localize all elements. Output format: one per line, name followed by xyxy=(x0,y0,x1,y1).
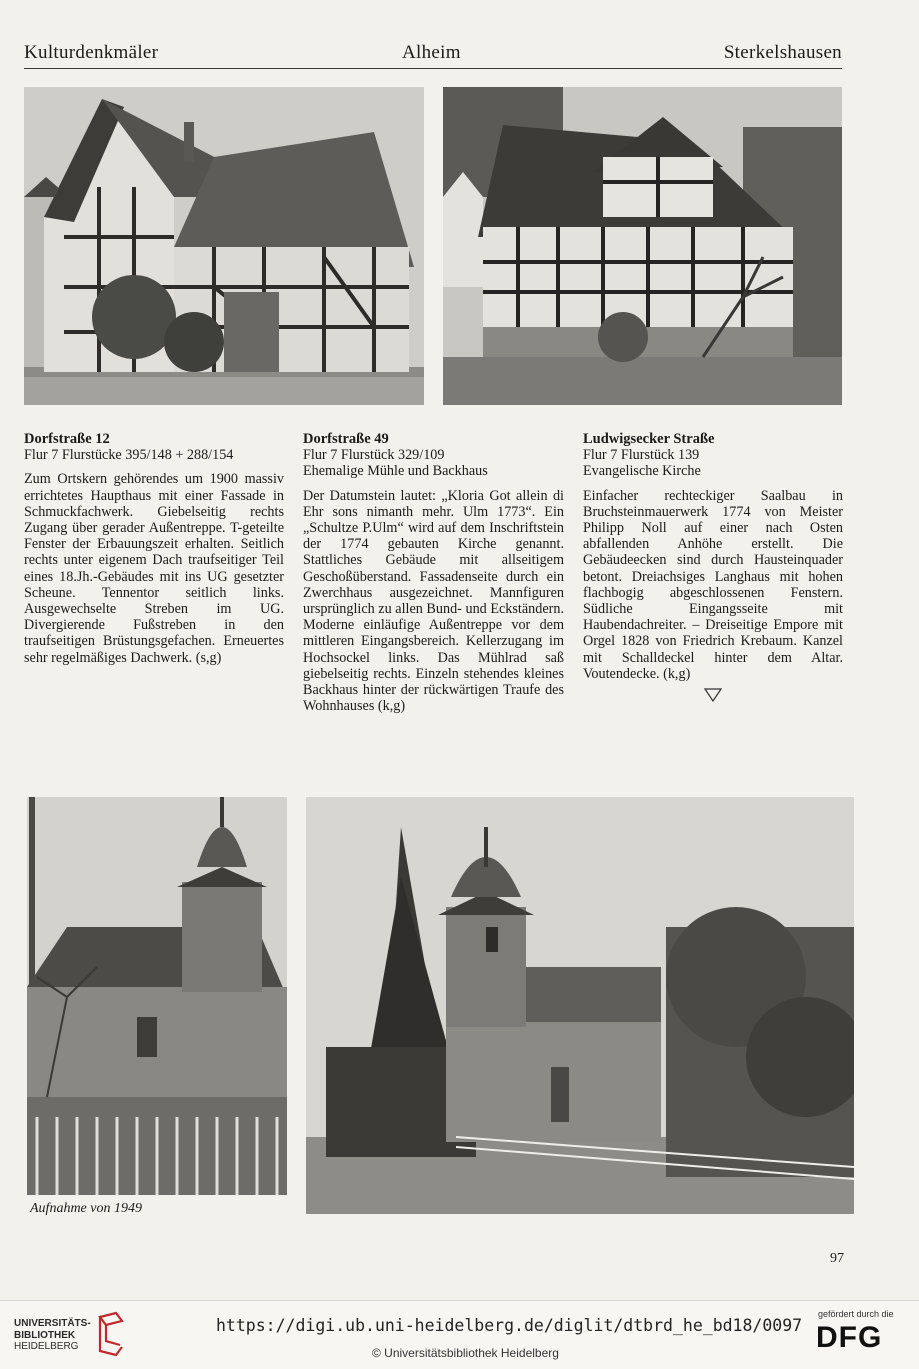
entry-dorfstrasse-12 xyxy=(24,431,284,666)
entry-body: Einfacher rechteckiger Saalbau in Bruchsteinmauerwerk 1774 von Meister Philipp Noll auf einer nach Osten abfallenden Anhöhe erstellt. Die Gebäudeecken sind durch Hausteinquader betont. Dreiachsiges Langhaus mit hohen flachbogig abgeschlossenen Fenstern. Südliche Eingangsseite mit Haubendachreiter. – Dreiseitige Empore mit Orgel 1828 von Friedrich Krebaum. Kanzel mit Schalldeckel hinter dem Altar. Voutendecke. (k,g) xyxy=(583,487,843,682)
entry-ludwigsecker-strasse xyxy=(583,431,843,682)
header-right: Sterkelshausen xyxy=(723,42,842,63)
entry-title: Dorfstraße 12 xyxy=(24,431,110,447)
entry-title: Ludwigsecker Straße xyxy=(583,431,715,447)
library-line: HEIDELBERG xyxy=(14,1341,79,1352)
entry-body: Zum Ortskern gehörendes um 1900 massiv errichtetes Haupthaus mit einer Fassade in Schmuckfachwerk. Giebelseitig rechts Zugang über gerader Außentreppe. T-geteilte Fenster der Erbauungszeit erhalten. Seitlich rechts unter eigenem Dach traufseitiger Teil eines 18.Jh.-Gebäudes mit ins UG gesetzter Scheune. Tennentor seitlich links. Ausgewechselte Streben im UG. Divergierende Fußstreben in den traufseitigen Brüstungsgefachen. Erneuertes sehr regelmäßiges Dachwerk. (s,g) xyxy=(24,471,284,666)
copyright-notice: © Universitätsbibliothek Heidelberg xyxy=(372,1346,559,1360)
entry-dorfstrasse-49 xyxy=(303,431,564,714)
entry-title: Dorfstraße 49 xyxy=(303,431,389,447)
photo-dorfstrasse-49 xyxy=(443,87,842,405)
funder-note: gefördert durch die xyxy=(818,1309,894,1319)
entry-subtitle: Ehemalige Mühle und Backhaus xyxy=(303,463,488,480)
entry-meta: Flur 7 Flurstück 329/109 xyxy=(303,447,445,464)
permalink-url[interactable]: https://digi.ub.uni-heidelberg.de/diglit/dtbrd_he_bd18/0097 xyxy=(216,1316,803,1335)
continuation-triangle-icon xyxy=(704,688,722,702)
header-left: Kulturdenkmäler xyxy=(24,42,159,63)
footer-bar xyxy=(0,1300,919,1369)
photo-church-1949 xyxy=(27,797,287,1195)
entry-meta: Flur 7 Flurstück 139 xyxy=(583,447,700,464)
library-emblem-icon xyxy=(96,1311,126,1357)
library-line: UNIVERSITÄTS- xyxy=(14,1318,91,1329)
entry-body: Der Datumstein lautet: „Kloria Got allein di Ehr sons nimanth mehr. Ulm 1773“. Ein „Schultze P.Ulm“ wird auf dem Inschriftstein der 1774 gebauten Kirche genannt. Stattliches Gebäude mit allseitigem Geschoßüberstand. Fassadenseite durch ein Zwerchhaus ausgezeichnet. Mannfiguren ursprünglich zu allen Bund- und Eckständern. Moderne einläufige Außentreppe vor dem mittleren Eingangsbereich. Kellerzugang im Hochsockel links. Das Mühlrad saß giebelseitig rechts. Einzeln stehendes kleines Backhaus hinter der rückwärtigen Traufe des Wohnhauses (k,g) xyxy=(303,487,564,715)
running-header xyxy=(24,42,842,69)
entry-subtitle: Evangelische Kirche xyxy=(583,463,701,480)
photo-dorfstrasse-12 xyxy=(24,87,424,405)
library-line: BIBLIOTHEK xyxy=(14,1329,76,1341)
dfg-logo[interactable]: DFG xyxy=(816,1321,883,1354)
library-logo[interactable] xyxy=(14,1318,91,1353)
page-number: 97 xyxy=(830,1251,844,1266)
photo-caption: Aufnahme von 1949 xyxy=(30,1201,142,1216)
photo-church xyxy=(306,797,854,1214)
header-center: Alheim xyxy=(402,42,461,63)
entry-meta: Flur 7 Flurstücke 395/148 + 288/154 xyxy=(24,447,234,464)
